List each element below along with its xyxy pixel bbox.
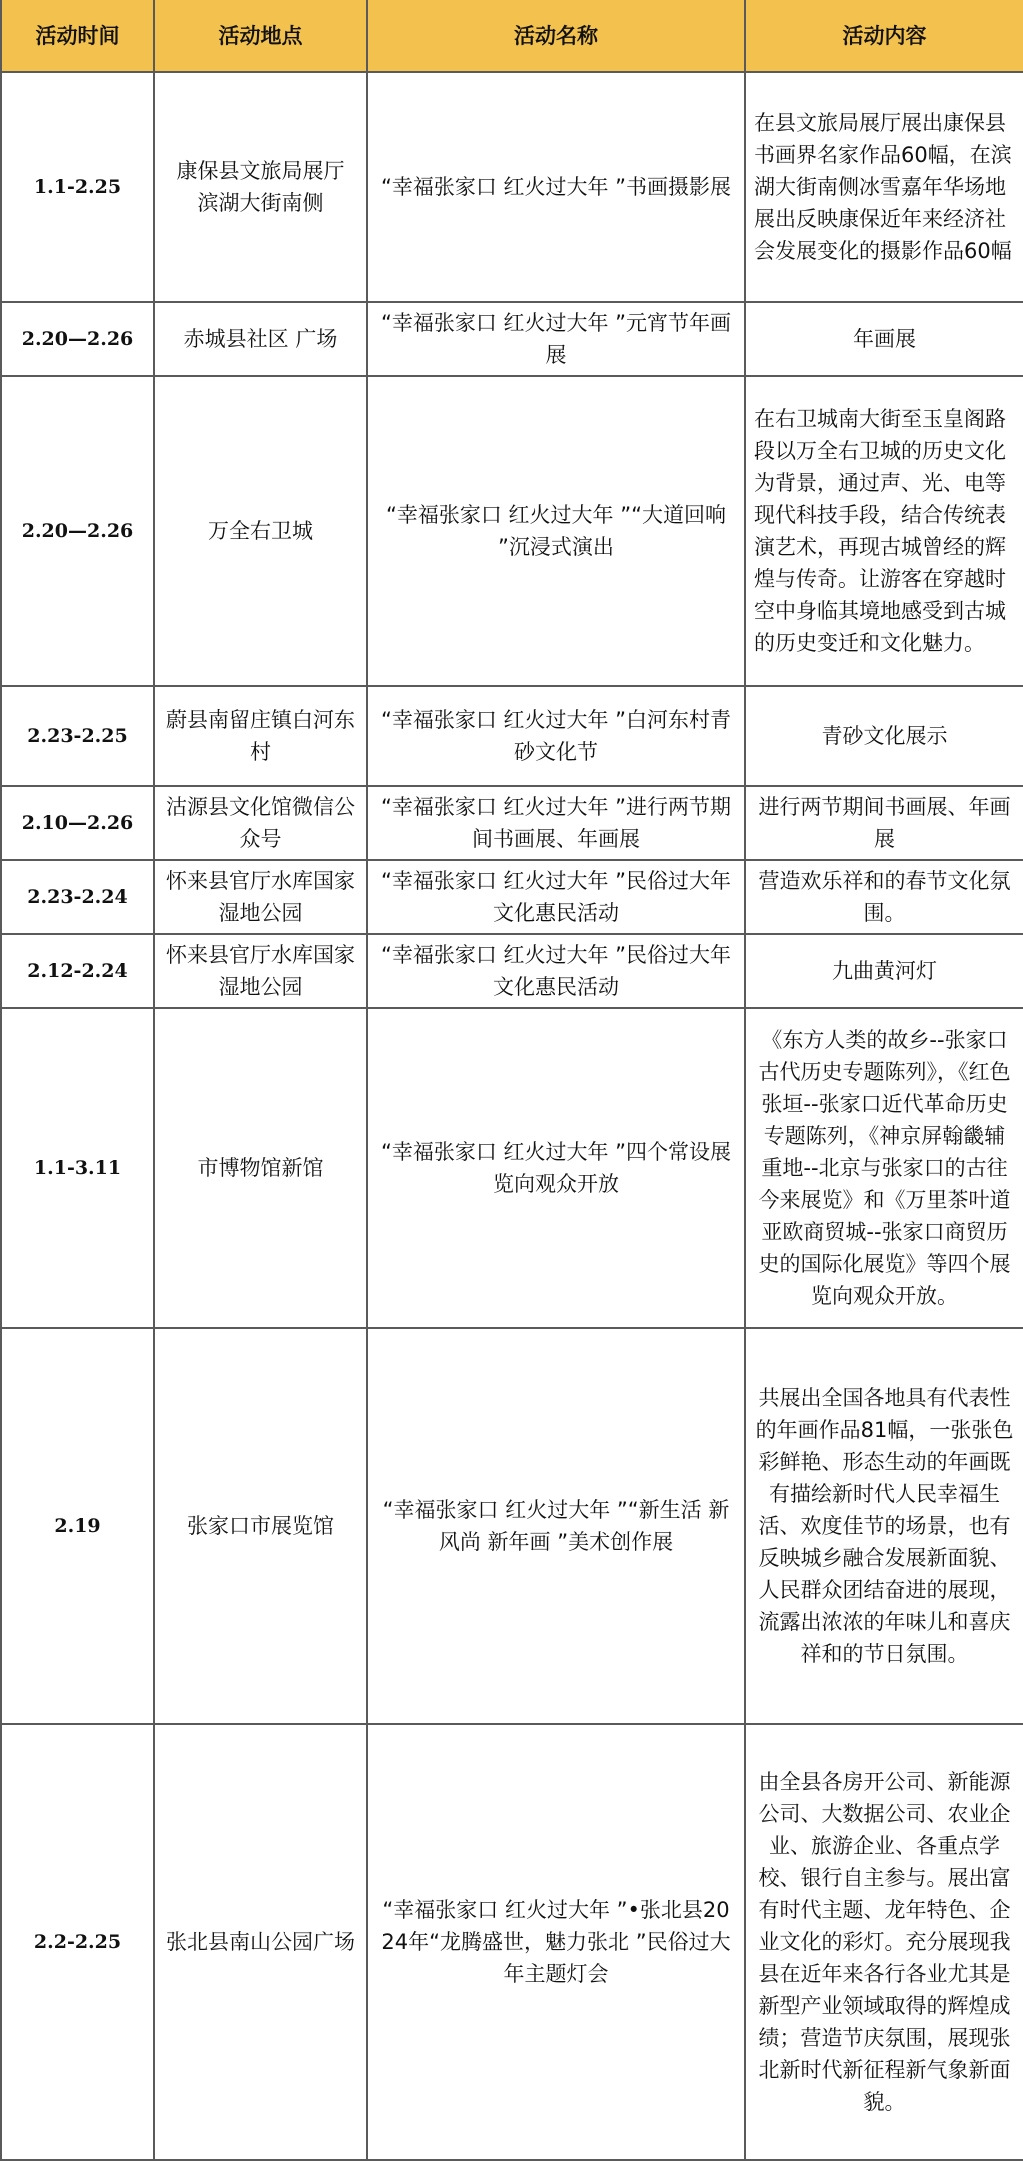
table-row — [1, 934, 1023, 1008]
cell-time: 1.1-2.25 — [1, 72, 154, 302]
cell-time: 2.20—2.26 — [1, 302, 154, 376]
cell-content: 《东方人类的故乡--张家口古代历史专题陈列》，《红色张垣--张家口近代革命历史专题陈列，《神京屏翰畿辅重地--北京与张家口的古往今来展览》和《万里茶叶道 亚欧商贸城--张家口商贸历史的国际化展览》等四个展览向观众开放。 — [745, 1008, 1023, 1328]
table-row — [1, 786, 1023, 860]
cell-name: “幸福张家口 红火过大年 ”“新生活 新风尚 新年画 ”美术创作展 — [367, 1328, 745, 1724]
cell-place: 怀来县官厅水库国家湿地公园 — [154, 860, 367, 934]
cell-time: 2.12-2.24 — [1, 934, 154, 1008]
cell-time: 2.23-2.25 — [1, 686, 154, 786]
cell-time: 2.23-2.24 — [1, 860, 154, 934]
cell-name: “幸福张家口 红火过大年 ”元宵节年画展 — [367, 302, 745, 376]
cell-place: 赤城县社区 广场 — [154, 302, 367, 376]
cell-place: 康保县文旅局展厅 滨湖大街南侧 — [154, 72, 367, 302]
cell-content: 共展出全国各地具有代表性的年画作品81幅，一张张色彩鲜艳、形态生动的年画既有描绘新时代人民幸福生活、欢度佳节的场景，也有反映城乡融合发展新面貌、人民群众团结奋进的展现，流露出浓浓的年味儿和喜庆祥和的节日氛围。 — [745, 1328, 1023, 1724]
cell-content: 在右卫城南大街至玉皇阁路段以万全右卫城的历史文化为背景，通过声、光、电等现代科技手段，结合传统表演艺术，再现古城曾经的辉煌与传奇。让游客在穿越时空中身临其境地感受到古城的历史变迁和文化魅力。 — [745, 376, 1023, 686]
table-row — [1, 860, 1023, 934]
cell-content: 营造欢乐祥和的春节文化氛围。 — [745, 860, 1023, 934]
cell-place: 沽源县文化馆微信公众号 — [154, 786, 367, 860]
table-row — [1, 1008, 1023, 1328]
cell-place: 蔚县南留庄镇白河东村 — [154, 686, 367, 786]
cell-content: 进行两节期间书画展、年画展 — [745, 786, 1023, 860]
cell-time: 2.2-2.25 — [1, 1724, 154, 2160]
cell-name: “幸福张家口 红火过大年 ”进行两节期间书画展、年画展 — [367, 786, 745, 860]
table-row — [1, 72, 1023, 302]
cell-name: “幸福张家口 红火过大年 ”“大道回响 ”沉浸式演出 — [367, 376, 745, 686]
cell-place: 万全右卫城 — [154, 376, 367, 686]
cell-name: “幸福张家口 红火过大年 ”书画摄影展 — [367, 72, 745, 302]
header-time: 活动时间 — [1, 0, 154, 72]
cell-time: 2.19 — [1, 1328, 154, 1724]
header-name: 活动名称 — [367, 0, 745, 72]
cell-name: “幸福张家口 红火过大年 ”四个常设展览向观众开放 — [367, 1008, 745, 1328]
cell-time: 2.10—2.26 — [1, 786, 154, 860]
cell-name: “幸福张家口 红火过大年 ”民俗过大年文化惠民活动 — [367, 860, 745, 934]
cell-name: “幸福张家口 红火过大年 ”民俗过大年文化惠民活动 — [367, 934, 745, 1008]
header-content: 活动内容 — [745, 0, 1023, 72]
cell-place: 怀来县官厅水库国家湿地公园 — [154, 934, 367, 1008]
cell-content: 年画展 — [745, 302, 1023, 376]
cell-name: “幸福张家口 红火过大年 ”•张北县2024年“龙腾盛世，魅力张北 ”民俗过大年主题灯会 — [367, 1724, 745, 2160]
cell-name: “幸福张家口 红火过大年 ”白河东村青砂文化节 — [367, 686, 745, 786]
cell-content: 在县文旅局展厅展出康保县书画界名家作品60幅，在滨湖大街南侧冰雪嘉年华场地展出反映康保近年来经济社会发展变化的摄影作品60幅 — [745, 72, 1023, 302]
cell-place: 市博物馆新馆 — [154, 1008, 367, 1328]
table-row — [1, 686, 1023, 786]
header-place: 活动地点 — [154, 0, 367, 72]
header-row — [1, 0, 1023, 72]
cell-place: 张家口市展览馆 — [154, 1328, 367, 1724]
cell-time: 1.1-3.11 — [1, 1008, 154, 1328]
cell-time: 2.20—2.26 — [1, 376, 154, 686]
cell-content: 九曲黄河灯 — [745, 934, 1023, 1008]
table-row — [1, 376, 1023, 686]
cell-place: 张北县南山公园广场 — [154, 1724, 367, 2160]
table-row — [1, 302, 1023, 376]
cell-content: 青砂文化展示 — [745, 686, 1023, 786]
table-row — [1, 1724, 1023, 2160]
table-row — [1, 1328, 1023, 1724]
cell-content: 由全县各房开公司、新能源公司、大数据公司、农业企业、旅游企业、各重点学校、银行自主参与。展出富有时代主题、龙年特色、企业文化的彩灯。充分展现我县在近年来各行各业尤其是新型产业领域取得的辉煌成绩；营造节庆氛围，展现张北新时代新征程新气象新面貌。 — [745, 1724, 1023, 2160]
